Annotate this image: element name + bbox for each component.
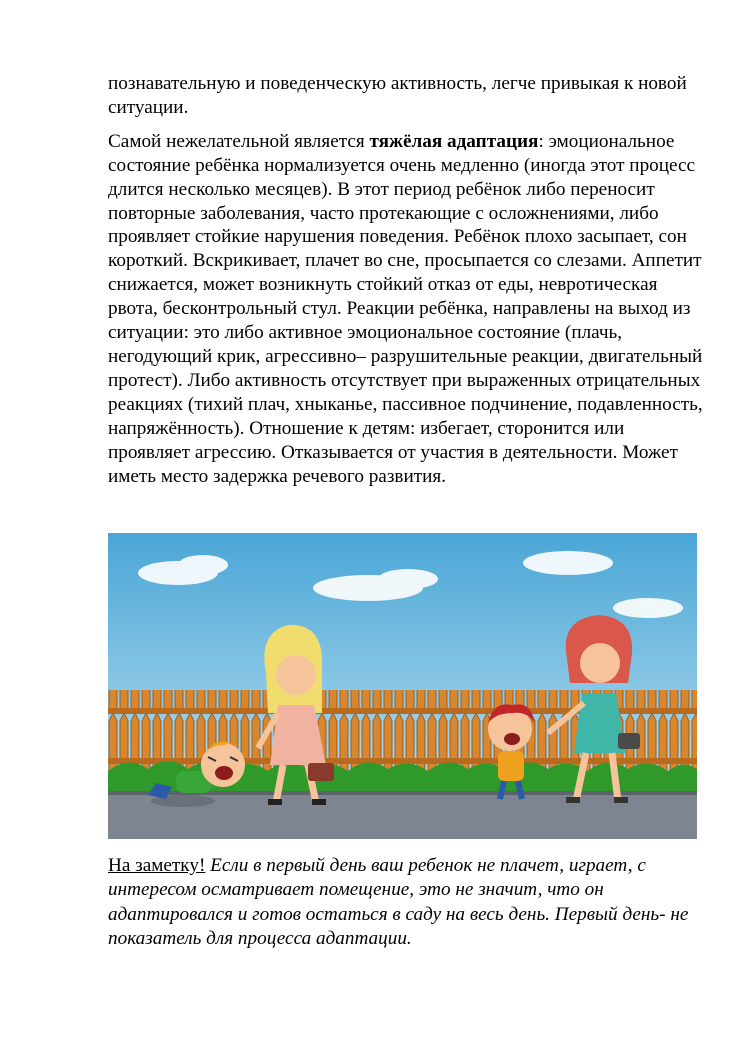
document-page [108, 72, 708, 488]
cartoon-image [108, 533, 697, 839]
severe-adaptation-paragraph [108, 130, 708, 489]
note-label: На заметку! [108, 855, 206, 876]
family-walk-illustration [108, 533, 697, 839]
note-block [108, 854, 708, 952]
severe-lead: Самой нежелательной является [108, 130, 370, 152]
severe-term: тяжёлая адаптация [369, 130, 539, 152]
intro-paragraph: познавательную и поведенческую активность, легче привыкая к новой ситуации. [108, 73, 687, 118]
severe-colon: : [538, 130, 544, 152]
severe-text: эмоциональное состояние ребёнка нормализуется очень медленно (иногда этот процесс длится несколько месяцев). В этот период ребёнок либо переносит повторные заболевания, часто протекающие с осложнениями, либо проявляет стойкие нарушения поведения. Ребёнок плохо засыпает, сон короткий. Вскрикивает, плачет во сне, просыпается со слезами. Аппетит снижается, может возникнуть стойкий отказ от еды, невротическая рвота, бесконтрольный стул. Реакции ребёнка, направлены на выход из ситуации: это либо активное эмоциональное состояние (плачь, негодующий крик, агрессивно– разрушительные реакции, двигательный протест). Либо активность отсутствует при выраженных отрицательных реакциях (тихий плач, хныканье, пассивное подчинение, подавленность, напряжённость). Отношение к детям: избегает, сторонится или проявляет агрессию. Отказывается от участия в деятельности. Может иметь место задержка речевого развития. [108, 130, 703, 487]
note-body: Если в первый день ваш ребенок не плачет, играет, с интересом осматривает помещение, это не значит, что он адаптировался и готов остаться в саду на весь день. Первый день- не показатель для процесса адаптации. [108, 855, 689, 950]
